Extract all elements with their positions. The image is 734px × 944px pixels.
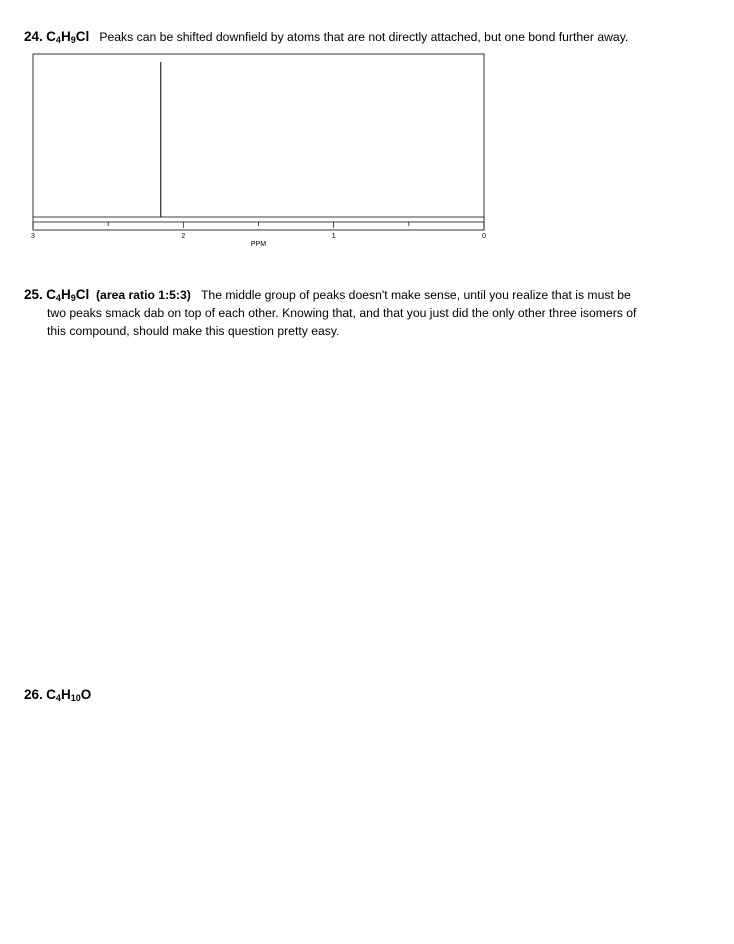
problem-number: 25. — [24, 287, 43, 302]
tick-label: 3 — [31, 233, 35, 240]
problem-description: Peaks can be shifted downfield by atoms that are not directly attached, but one bond further away. — [99, 30, 629, 44]
area-ratio-note: (area ratio 1:5:3) — [95, 288, 191, 302]
x-axis-label: PPM — [250, 241, 267, 248]
tick-label: 0 — [482, 233, 486, 240]
molecular-formula: $C_4H_9Cl$ — [46, 29, 90, 45]
plot-frame — [33, 54, 484, 230]
molecular-formula: $C_4H_9Cl$ — [46, 287, 90, 303]
problem-description-line-1: The middle group of peaks doesn't make sense, until you realize that is must be — [200, 288, 631, 302]
molecular-formula: $C_4H_{10}O$ — [46, 687, 92, 703]
problem-description-line-2: two peaks smack dab on top of each other. Knowing that, and that you just did the only other three isomers of — [47, 306, 637, 320]
problem-description-line-3: this compound, should make this question pretty easy. — [47, 324, 340, 338]
problem-number: 26. — [24, 687, 43, 702]
problem-26-heading — [24, 686, 91, 704]
problem-number: 24. — [24, 29, 43, 44]
problem-25-heading — [24, 286, 704, 340]
tick-label: 2 — [181, 233, 186, 240]
tick-label: 1 — [331, 233, 336, 240]
